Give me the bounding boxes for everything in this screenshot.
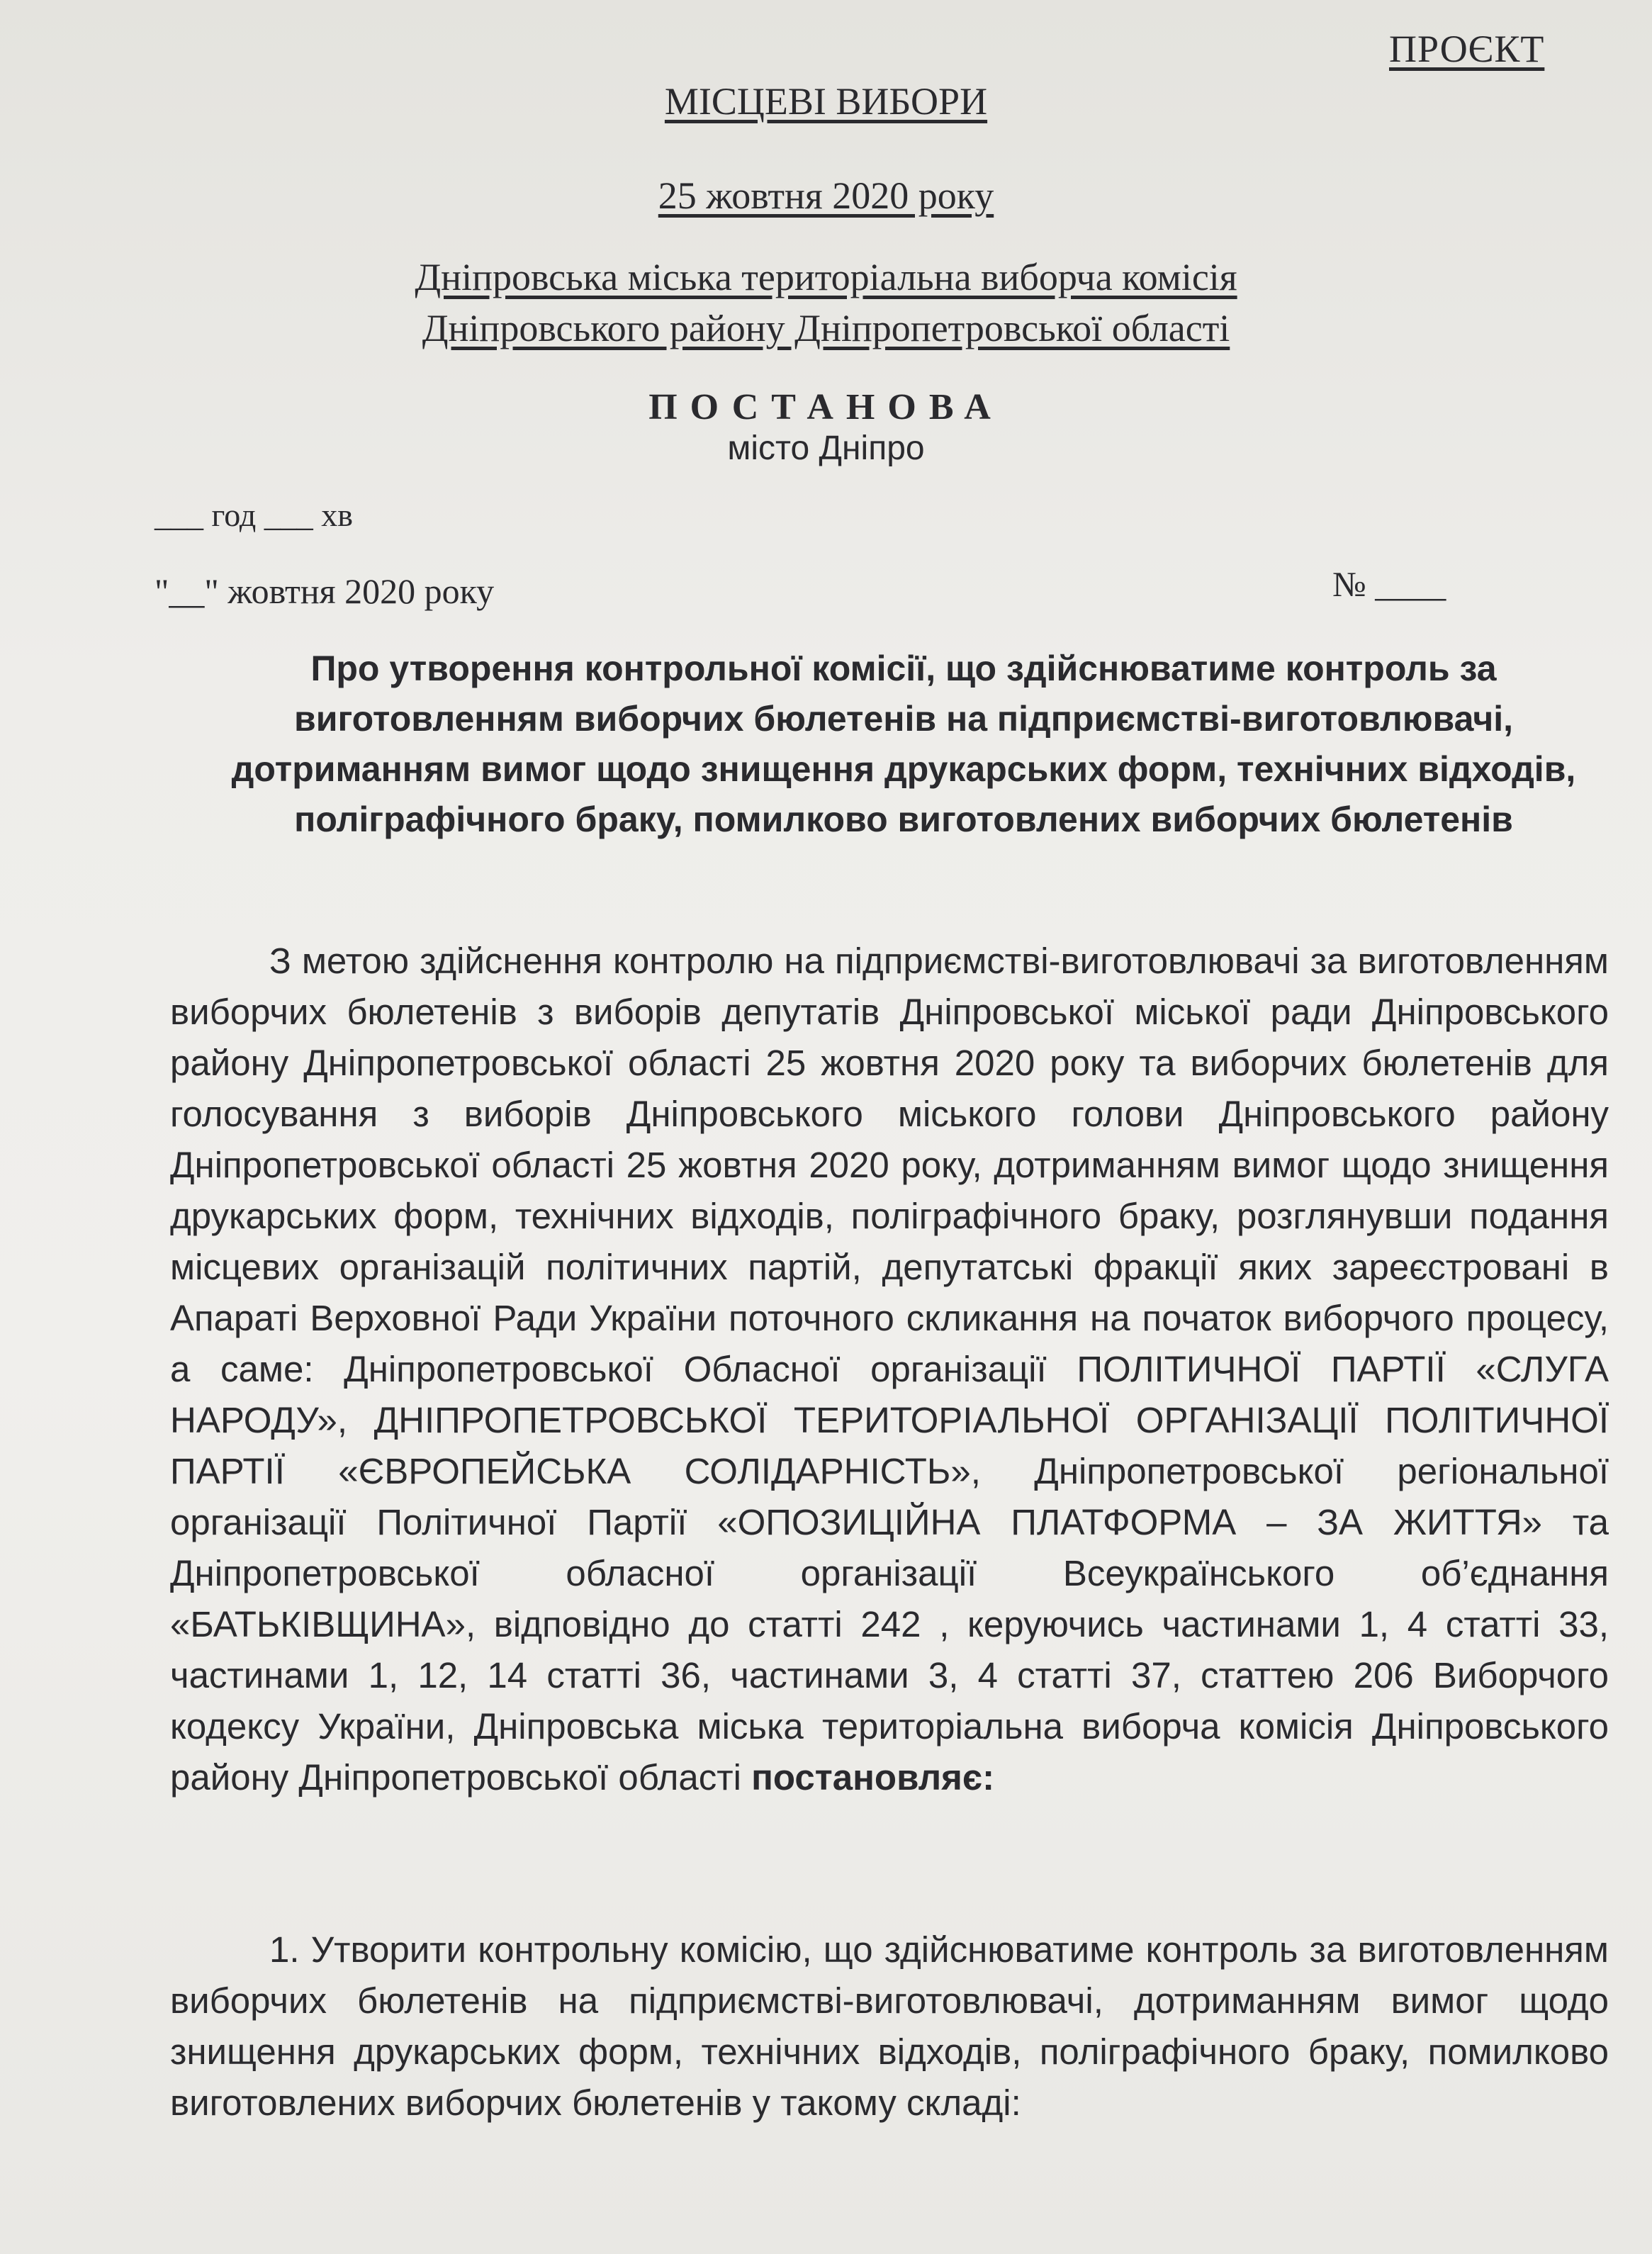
city-line: місто Дніпро: [727, 430, 925, 467]
resolution-title: ПОСТАНОВА: [648, 387, 1004, 427]
election-date: 25 жовтня 2020 року: [658, 174, 994, 217]
preamble-text: З метою здійснення контролю на підприємстві-виготовлювачі за виготовленням виборчих бюлетенів з виборів депутатів Дніпровської міської ради Дніпровського району Дніпропетровської області 25 жовтня 2020 року та виборчих бюлетенів для голосування з виборів Дніпровського міського голови Дніпровського району Дніпропетровської області 25 жовтня 2020 року, дотриманням вимог щодо знищення друкарських форм, технічних відходів, поліграфічного браку, розглянувши подання місцевих організацій політичних партій, депутатські фракції яких зареєстровані в Апараті Верховної Ради України поточного скликання на початок виборчого процесу, а саме: Дніпропетровської Обласної організації ПОЛІТИЧНОЇ ПАРТІЇ «СЛУГА НАРОДУ», ДНІПРОПЕТРОВСЬКОЇ ТЕРИТОРІАЛЬНОЇ ОРГАНІЗАЦІЇ ПОЛІТИЧНОЇ ПАРТІЇ «ЄВРОПЕЙСЬКА СОЛІДАРНІСТЬ», Дніпропетровської регіональної організації Політичної Партії «ОПОЗИЦІЙНА ПЛАТФОРМА – ЗА ЖИТТЯ» та Дніпропетровської обласної організації Всеукраїнського об’єднання «БАТЬКІВЩИНА», відповідно до статті 242 , керуючись частинами 1, 4 статті 33, частинами 1, 12, 14 статті 36, частинами 3, 4 статті 37, статтею 206 Виборчого кодексу України, Дніпровська міська територіальна виборча комісія Дніпровського району Дніпропетровської області: [170, 941, 1609, 1798]
item-1-paragraph: 1. Утворити контрольну комісію, що здійснюватиме контроль за виготовленням виборчих бюлетенів на підприємстві-виготовлювачі, дотриманням вимог щодо знищення друкарських форм, технічних відходів, поліграфічного браку, помилково виготовлених виборчих бюлетенів у такому складі:: [170, 1929, 1609, 2123]
preamble-paragraph: [170, 936, 1609, 1803]
commission-name-line-1: Дніпровська міська територіальна виборча комісія: [415, 256, 1237, 298]
date-line: "__" жовтня 2020 року: [154, 571, 495, 611]
time-line: ___ год ___ хв: [154, 497, 354, 533]
document-number: № ____: [1332, 564, 1446, 604]
election-title: МІСЦЕВІ ВИБОРИ: [664, 80, 988, 123]
resolution-heading: Про утворення контрольної комісії, що здійснюватиме контроль за виготовленням виборчих бюлетенів на підприємстві-виготовлювачі, дотриманням вимог щодо знищення друкарських форм, технічних відходів, поліграфічного браку, помилково виготовлених виборчих бюлетенів: [231, 649, 1576, 839]
decides-keyword: постановляє:: [751, 1757, 995, 1798]
draft-label: ПРОЄКТ: [1389, 28, 1545, 70]
commission-name-line-2: Дніпровського району Дніпропетровської області: [422, 307, 1230, 349]
